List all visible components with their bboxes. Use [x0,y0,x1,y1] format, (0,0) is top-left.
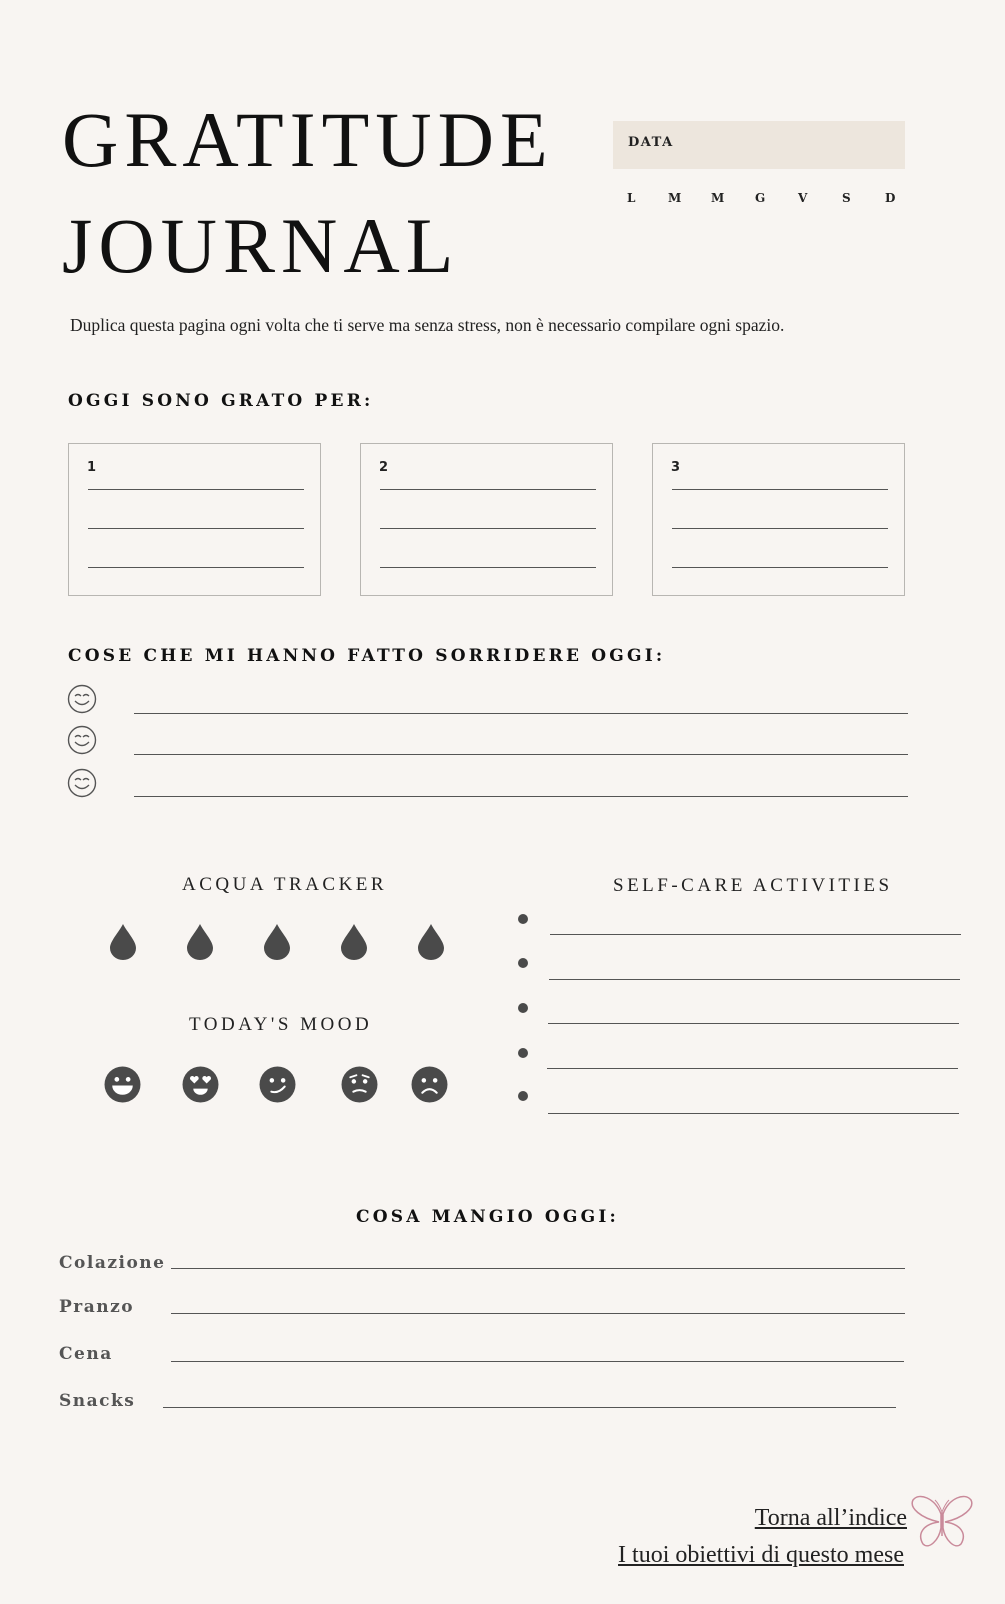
selfcare-heading: SELF-CARE ACTIVITIES [613,875,893,896]
weekday-tue[interactable]: M [668,191,682,205]
bullet-icon [518,1091,528,1101]
water-drop-icon[interactable] [186,923,214,961]
heart-eyes-face-icon[interactable] [182,1066,219,1103]
weekday-thu[interactable]: G [755,191,766,205]
selfcare-line-1[interactable] [550,934,961,935]
smile-line-3[interactable] [134,796,908,797]
water-heading: ACQUA TRACKER [182,874,388,895]
box-number: 1 [87,460,97,475]
writing-line[interactable] [672,528,888,529]
writing-line[interactable] [380,489,596,490]
selfcare-line-3[interactable] [548,1023,959,1024]
meal-line-snacks[interactable] [163,1407,896,1408]
writing-line[interactable] [672,489,888,490]
water-drop-icon[interactable] [109,923,137,961]
meal-label-snacks: Snacks [59,1391,136,1411]
bullet-icon [518,914,528,924]
food-heading: COSA MANGIO OGGI: [356,1207,619,1227]
water-drop-icon[interactable] [417,923,445,961]
meal-label-cena: Cena [59,1344,113,1364]
bullet-icon [518,958,528,968]
meal-line-cena[interactable] [171,1361,904,1362]
water-drop-icon[interactable] [263,923,291,961]
weekday-wed[interactable]: M [711,191,725,205]
selfcare-line-2[interactable] [549,979,960,980]
writing-line[interactable] [380,528,596,529]
bullet-icon [518,1048,528,1058]
selfcare-line-5[interactable] [548,1113,959,1114]
mood-heading: TODAY'S MOOD [189,1014,373,1035]
meal-line-pranzo[interactable] [171,1313,905,1314]
box-number: 3 [671,460,681,475]
box-number: 2 [379,460,389,475]
gratitude-box-2[interactable] [360,443,613,596]
butterfly-icon [909,1492,975,1552]
meal-line-colazione[interactable] [171,1268,905,1269]
gratitude-box-3[interactable] [652,443,905,596]
weekday-mon[interactable]: L [627,191,636,205]
smiling-face-icon [67,725,97,755]
back-to-index-link[interactable]: Torna all’indice [754,1505,907,1531]
worried-face-icon[interactable] [341,1066,378,1103]
writing-line[interactable] [88,528,304,529]
date-label: DATA [628,135,674,150]
smiling-face-icon [67,768,97,798]
sad-face-icon[interactable] [411,1066,448,1103]
writing-line[interactable] [88,489,304,490]
smile-line-2[interactable] [134,754,908,755]
title-line-1: GRATITUDE [62,96,554,183]
weekday-sat[interactable]: S [842,191,851,205]
water-drop-icon[interactable] [340,923,368,961]
intro-text: Duplica questa pagina ogni volta che ti serve ma senza stress, non è necessario compilare ogni spazio. [70,315,785,335]
writing-line[interactable] [672,567,888,568]
meal-label-pranzo: Pranzo [59,1297,135,1317]
gratitude-heading: OGGI SONO GRATO PER: [68,391,374,411]
monthly-goals-link[interactable]: I tuoi obiettivi di questo mese [618,1542,904,1568]
title-line-2: JOURNAL [62,202,460,289]
selfcare-line-4[interactable] [547,1068,958,1069]
smile-line-1[interactable] [134,713,908,714]
smiles-heading: COSE CHE MI HANNO FATTO SORRIDERE OGGI: [68,646,666,666]
meal-label-colazione: Colazione [59,1253,166,1273]
bullet-icon [518,1003,528,1013]
grinning-face-icon[interactable] [104,1066,141,1103]
writing-line[interactable] [380,567,596,568]
writing-line[interactable] [88,567,304,568]
weekday-fri[interactable]: V [798,191,808,205]
gratitude-box-1[interactable] [68,443,321,596]
smirk-face-icon[interactable] [259,1066,296,1103]
weekday-sun[interactable]: D [885,191,896,205]
smiling-face-icon [67,684,97,714]
